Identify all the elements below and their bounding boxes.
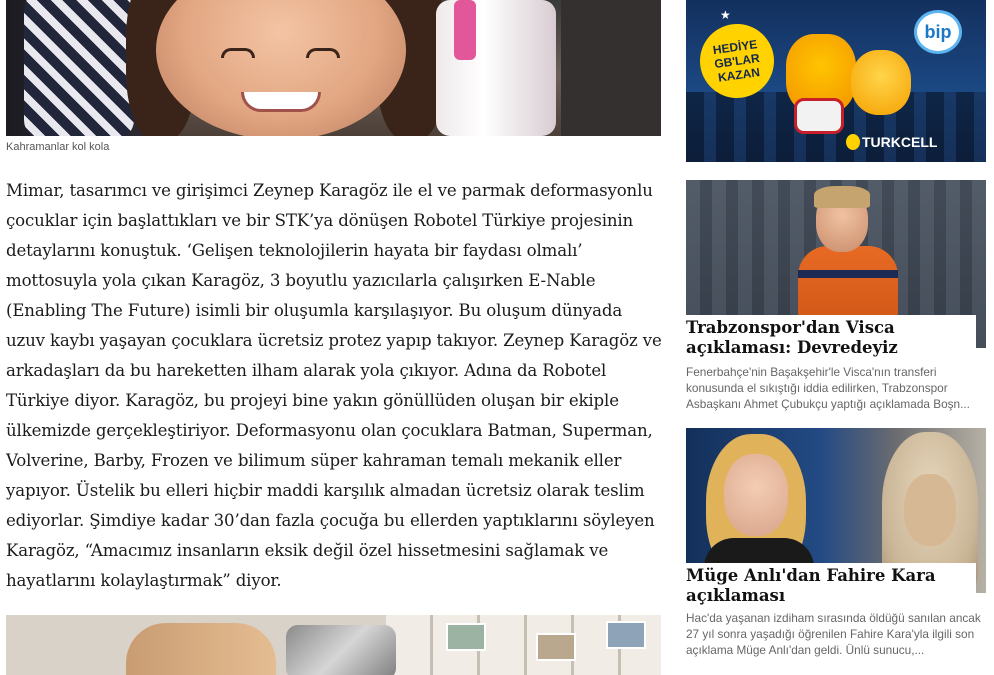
star-icon: ★ bbox=[720, 8, 731, 22]
second-photo[interactable] bbox=[6, 615, 661, 675]
news-excerpt: Fenerbahçe'nin Başakşehir'le Visca'nın transferi konusunda el sıkıştığı iddia edilirken, Trabzonspor Asbaşkanı Ahmet Çubukçu yaptığı açıklamada Boşn... bbox=[686, 365, 970, 411]
news-title[interactable]: Müge Anlı'dan Fahire Kara açıklaması bbox=[686, 563, 976, 608]
hero-photo[interactable] bbox=[6, 0, 661, 136]
ad-brand: TURKCELL bbox=[862, 134, 938, 150]
article-body: Mimar, tasarımcı ve girişimci Zeynep Karagöz ile el ve parmak deformasyonlu çocuklar için başlattıkları ve bir STK’ya dönüşen Robotel Türkiye projesinin detaylarını konuştuk. ‘Gelişen teknolojilerin hayata bir faydası olmalı’ mottosuyla yola çıkan Karagöz, 3 boyutlu yazıcılarla çalışırken E-Nable (Enabling The Future) isimli bir oluşumla karşılaşıyor. Bu oluşum dünyada uzuv kaybı yaşayan çocuklara ücretsiz protez yapıp takıyor. Zeynep Karagöz ve arkadaşları da bu hareketten ilham alarak yola çıkıyor. Adına da Robotel Türkiye diyor. Karagöz, bu projeyi bine yakın gönüllüden oluşan bir ekiple ülkemizde gerçekleştiriyor. Deformasyonu olan çocuklara Batman, Superman, Volverine, Barby, Frozen ve bilimum süper kahraman temalı mekanik eller yapıyor. Üstelik bu elleri hiçbir maddi karşılık almadan ücretsiz olarak teslim ediyorlar. Şimdiye kadar 30’dan fazla çocuğa bu ellerden yaptıklarını söyleyen Karagöz, “Amacımız insanların eksik değil özel hissetmesini sağlamak ve hayatlarını kolaylaştırmak” diyor. bbox=[6, 181, 662, 590]
ad-badge: HEDİYE GB'LAR KAZAN bbox=[695, 19, 779, 103]
hero-caption: Kahramanlar kol kola bbox=[6, 141, 110, 153]
news-excerpt: Hac'da yaşanan izdiham sırasında öldüğü sanılan ancak 27 yıl sonra yaşadığı öğrenilen Fahire Kara'yla ilgili son açıklama Müge Anlı'dan geldi. Ünlü sunucu,... bbox=[686, 611, 981, 657]
news-title[interactable]: Trabzonspor'dan Visca açıklaması: Devredeyiz bbox=[686, 315, 976, 360]
turkcell-ad-banner[interactable] bbox=[686, 0, 986, 162]
sidebar-news-card[interactable] bbox=[686, 180, 986, 415]
drum-illustration bbox=[794, 98, 844, 134]
sidebar-news-card[interactable] bbox=[686, 428, 986, 675]
turkcell-logo-icon bbox=[846, 134, 860, 150]
bip-logo-icon: bip bbox=[914, 10, 962, 54]
mascot-illustration-2 bbox=[851, 50, 911, 115]
